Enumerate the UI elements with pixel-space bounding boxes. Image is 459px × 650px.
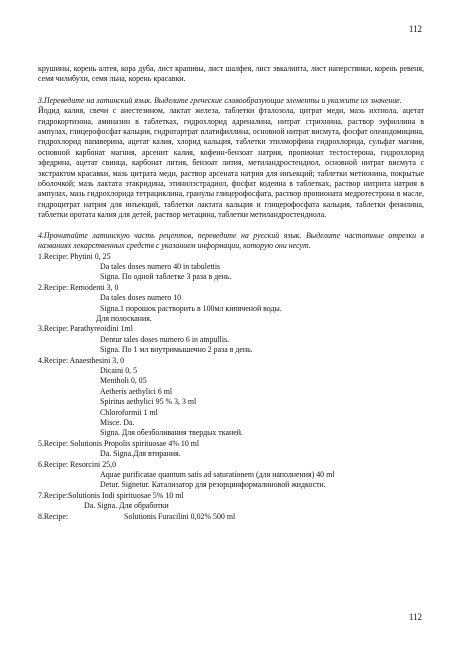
recipe-8 <box>38 512 424 522</box>
recipe-heading: 5.Recipe: Solutionis Propolis spirituosae 4% 10 ml <box>38 438 200 448</box>
recipe-line: Dentur tales doses numero 6 in ampullis. <box>100 334 230 344</box>
recipe-line: Detur. Signetur. Катализатор для резорцинформалиновой жидкости. <box>100 480 326 490</box>
recipe-line: Da tales doses numero 40 in tabulettis <box>100 261 221 271</box>
recipe-drug-name: Solutionis Furacilini 0,02% 500 ml <box>124 511 236 521</box>
recipe-heading: 7.Recipe:Solutionis Iodi spirituosae 5% 10 ml <box>38 490 184 500</box>
recipe-3 <box>38 324 424 355</box>
recipe-line: Signa.1 порошок растворить в 100мл кипяченой воды. <box>100 303 282 313</box>
recipe-heading: 4.Recipe: Anaesthesini 3, 0 <box>38 355 125 365</box>
recipe-line: Chloroformii 1 ml <box>100 407 158 417</box>
recipe-5 <box>38 439 424 460</box>
recipe-line: Da. Signa.Для втирания. <box>100 449 181 459</box>
recipe-line: Spiritus aethylici 95 % 3, 3 ml <box>100 397 197 407</box>
recipe-line: Signa. Для обезболивания твердых тканей. <box>100 428 243 438</box>
recipe-line: Misce. Da. <box>100 418 135 427</box>
recipe-6 <box>38 460 424 491</box>
recipe-line: Aetheris aethylici 6 ml <box>100 386 173 396</box>
recipe-line: Mentholi 0, 05 <box>100 376 147 386</box>
recipe-heading <box>38 512 424 522</box>
recipe-heading: 6.Recipe: Resorcini 25,0 <box>38 459 117 469</box>
page-number-top: 112 <box>408 24 422 34</box>
recipe-line: Da. Signa. Для обработки <box>84 501 169 511</box>
section-3-text: Йодид калия, свечи с анестезином, лактат железа, таблетки фталозола, цитрат меди, мазь ихтиола, ацетат гидрокортизона, аминазин в таблетках, гидрохлорид адреналина, нитрат стрихнина, раствор эуфиллина в ампулах, глицерофосфат кальция, гидротартрат платифиллина, основной нитрат висмута, фосфат олеандомицина, гидрохлорид папаверина, ацетат калия, хлорид кальция, таблетки этилморфина гидрохлорида, сульфат магния, основной карбонат магния, арсенит калия, кофеин-бензоат натрия, пропионат тестостерона, гидрохлорид эфедрина, ацетат свинца, карбонат лития, бензоат лития, метиландростендиол, основной нитрат висмута с экстрактом красавки, мазь цитрата меди, раствор арсената натрия для инъекций; таблетки метионина, покрытые оболочкой; мазь лактата этакридина, этинилэстрадиол, фосфат кодеина в таблетках, раствор нитрита натрия в ампулах, мазь гидрохлорида тетрациклина, гранулы глицерофосфата, раствор пропионата медротестрона в масле, гидроцитрат натрия для инъекций, таблетки лактата кальция и глицерофосфата кальция, таблетки фенилина, таблетки оротата калия для детей, раствор метацина, таблетки метиландростендиола. <box>38 106 424 220</box>
page-number-bottom: 112 <box>408 612 422 622</box>
recipe-2 <box>38 283 424 325</box>
recipe-heading-label: 8.Recipe: <box>38 511 69 521</box>
recipe-heading: 2.Recipe: Remodenti 3, 0 <box>38 282 119 292</box>
recipe-line: Signa. По одной таблетке 3 раза в день. <box>100 272 232 282</box>
recipe-line: Da tales doses numero 10 <box>100 293 182 303</box>
recipe-7 <box>38 491 424 512</box>
recipe-1 <box>38 252 424 283</box>
recipe-heading: 1.Recipe: Phytini 0, 25 <box>38 251 111 261</box>
recipe-list <box>38 252 424 523</box>
recipe-line: Dicaini 0, 5 <box>100 365 138 375</box>
recipe-4 <box>38 356 424 439</box>
section-4-title: 4.Прочитайте латинскую часть рецептов, переведите на русский язык. Выделите частотные отрезки в названиях лекарственных средств с указанием информации, которую они несут. <box>38 230 424 251</box>
page-content <box>38 64 424 522</box>
intro-paragraph: крушины, корень алтея, кора дуба, лист крапивы, лист шалфея, лист эвкалипта, лист наперстянки, корень ревеня, семя чилибухи, семя льна, корень красавки. <box>38 64 424 84</box>
section-3-title: 3.Переведите на латинский язык. Выделите греческие словообразующие элементы и укажите их значение. <box>38 95 402 105</box>
recipe-line: Aquae purificatae quantum satis ad saturationem (для наполнения) 40 ml <box>100 470 335 480</box>
recipe-heading: 3.Recipe: Parathyreoidini 1ml <box>38 324 133 334</box>
recipe-line: Signa. По 1 мл внутримышечно 2 раза в день. <box>100 345 253 355</box>
recipe-line: Для полоскания. <box>96 313 152 323</box>
